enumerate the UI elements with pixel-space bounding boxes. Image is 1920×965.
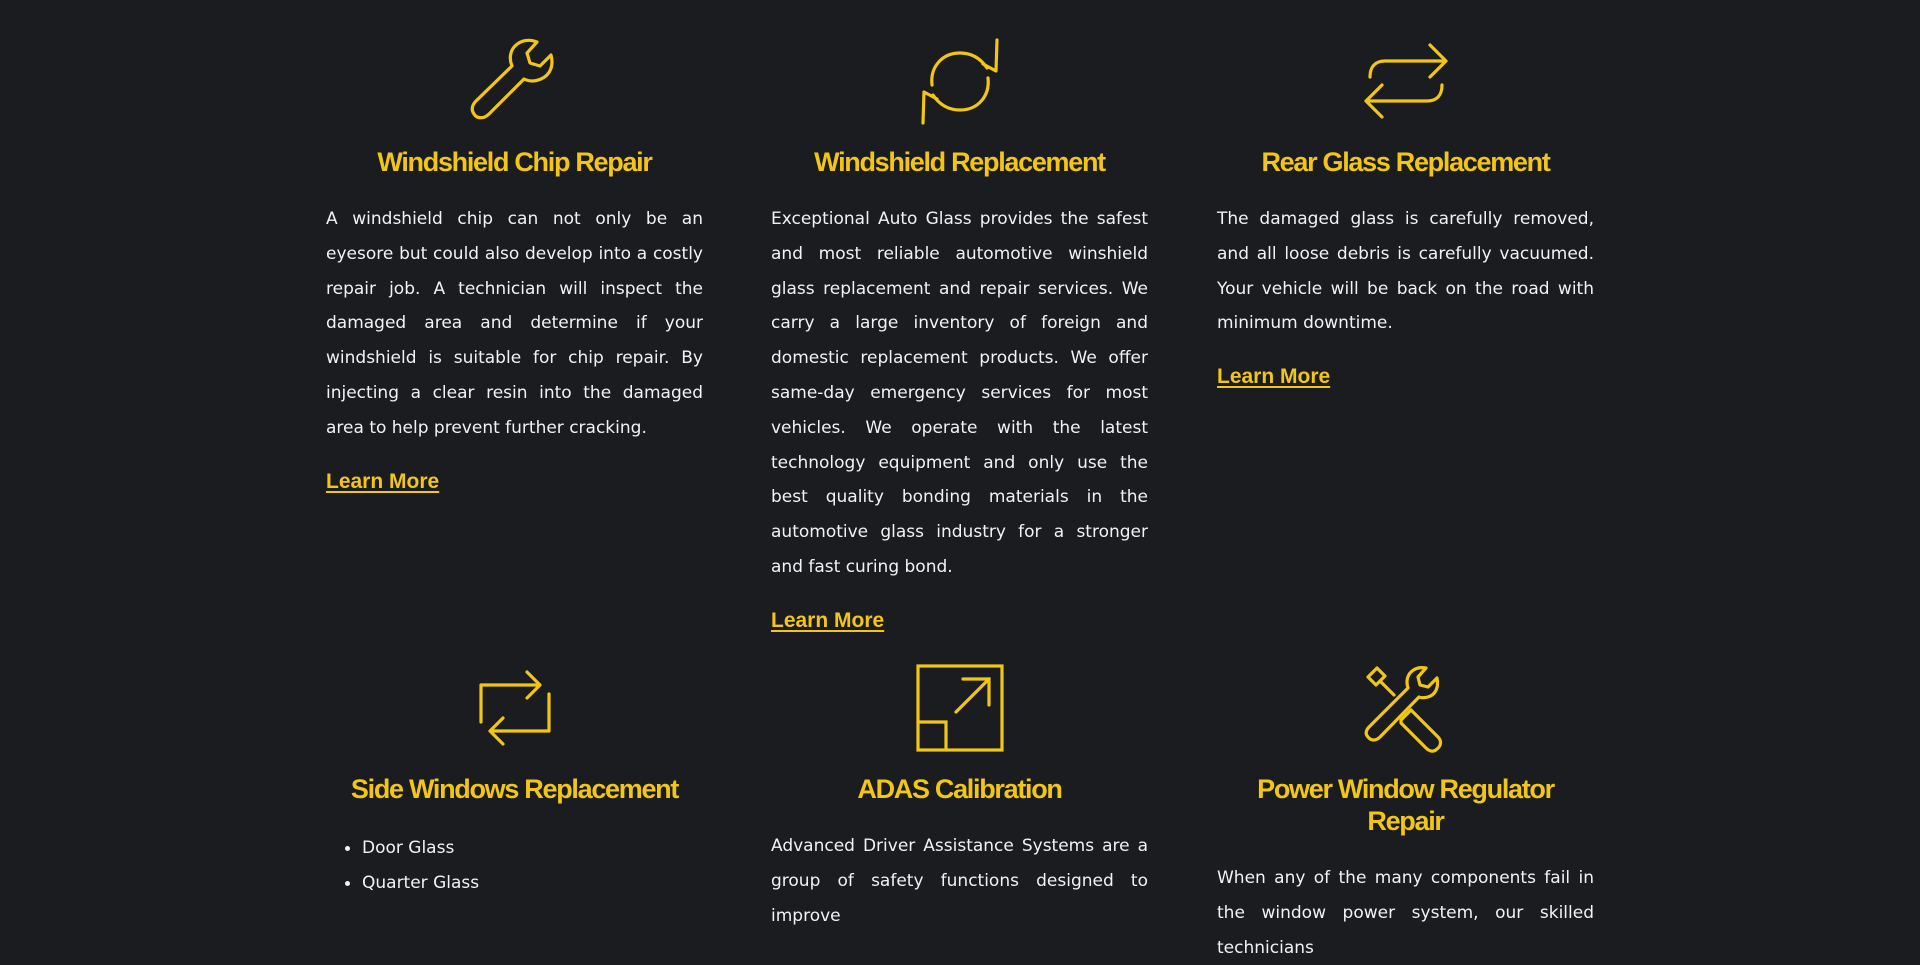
service-card-adas — [771, 660, 1148, 933]
service-title: Power Window Regulator Repair — [1257, 774, 1554, 836]
service-description: When any of the many components fail in the window power system, our skilled technicians — [1217, 868, 1594, 958]
service-card-side-windows — [326, 660, 703, 901]
learn-more-link-windshield-replacement[interactable]: Learn More — [771, 608, 885, 632]
service-description: Exceptional Auto Glass provides the safest and most reliable automotive winshield glass replacement and repair services. We carry a large inventory of foreign and domestic replacement products. We offer same-day emergency services for most vehicles. We operate with the latest technology equipment and only use the best quality bonding materials in the automotive glass industry for a stronger and fast curing bond. — [771, 209, 1148, 577]
service-card-windshield-replacement — [771, 0, 1148, 633]
service-card-rear-glass — [1217, 0, 1594, 389]
list-item: Door Glass — [362, 831, 703, 866]
service-list — [326, 831, 703, 901]
resize-arrow-icon — [912, 660, 1008, 756]
service-description: A windshield chip can not only be an eyesore but could also develop into a costly repair job. A technician will inspect the damaged area and determine if your windshield is suitable for chip repair. By injecting a clear resin into the damaged area to help prevent further cracking. — [326, 209, 703, 438]
learn-more-link-rear-glass[interactable]: Learn More — [1217, 365, 1331, 389]
service-title: Windshield Chip Repair — [377, 147, 652, 177]
learn-more-link-chip-repair[interactable]: Learn More — [326, 469, 440, 493]
service-title: Side Windows Replacement — [350, 774, 679, 804]
service-description: Advanced Driver Assistance Systems are a group of safety functions designed to improve — [771, 836, 1148, 926]
service-title: Rear Glass Replacement — [1261, 147, 1550, 177]
service-title: Windshield Replacement — [814, 147, 1105, 177]
wrench-icon — [467, 33, 563, 129]
tools-icon — [1358, 660, 1454, 756]
service-description: The damaged glass is carefully removed, and all loose debris is carefully vacuumed. Your vehicle will be back on the road with minimum downtime. — [1217, 209, 1594, 334]
service-card-power-window — [1217, 660, 1594, 965]
service-card-chip-repair — [326, 0, 703, 494]
repeat-icon — [467, 660, 563, 756]
refresh-icon — [912, 33, 1008, 129]
swap-arrows-icon — [1358, 33, 1454, 129]
list-item: Quarter Glass — [362, 866, 703, 901]
service-title: ADAS Calibration — [857, 774, 1062, 804]
